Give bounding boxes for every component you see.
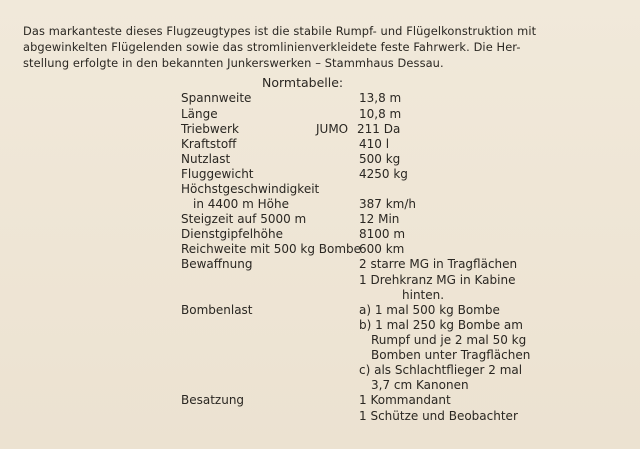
row-label: Nutzlast (181, 152, 231, 166)
engine-brand: JUMO (316, 122, 349, 136)
row-value: 10,8 m (359, 107, 402, 121)
row-besatzung-line2 (181, 408, 611, 425)
row-value: c) als Schlachtflieger 2 mal (359, 363, 523, 377)
row-value: a) 1 mal 500 kg Bombe (359, 303, 500, 317)
row-label: Bewaffnung (181, 257, 253, 271)
row-spannweite (181, 90, 611, 107)
row-value: 3,7 cm Kanonen (371, 378, 469, 392)
row-value: 1 Kommandant (359, 393, 451, 407)
row-value: 2 starre MG in Tragflächen (359, 257, 518, 271)
row-value: 1 Drehkranz MG in Kabine (359, 273, 516, 287)
engine-model: 211 Da (357, 122, 401, 136)
row-bewaffnung (181, 256, 611, 273)
row-value: hinten. (402, 288, 445, 302)
row-label: Kraftstoff (181, 137, 237, 151)
row-label: Fluggewicht (181, 167, 254, 181)
row-label: Bombenlast (181, 303, 253, 317)
row-label: Länge (181, 107, 218, 121)
row-value: Bomben unter Tragflächen (371, 348, 531, 362)
row-label-continued: in 4400 m Höhe (193, 197, 289, 211)
row-label: Besatzung (181, 393, 245, 407)
row-value: 4250 kg (359, 167, 408, 181)
row-label: Reichweite mit 500 kg Bombe (181, 242, 362, 256)
row-value: 13,8 m (359, 91, 402, 105)
row-label: Höchstgeschwindigkeit (181, 182, 320, 196)
row-value: 12 Min (359, 212, 400, 226)
row-value: 500 kg (359, 152, 401, 166)
table-title: Normtabelle: (262, 75, 344, 90)
row-value: 387 km/h (359, 197, 417, 211)
row-value: 1 Schütze und Beobachter (359, 409, 518, 423)
row-value: 8100 m (359, 227, 406, 241)
row-value: 600 km (359, 242, 405, 256)
row-label: Steigzeit auf 5000 m (181, 212, 307, 226)
row-value: Rumpf und je 2 mal 50 kg (371, 333, 527, 347)
row-besatzung (181, 392, 611, 409)
row-label: Dienstgipfelhöhe (181, 227, 283, 241)
intro-paragraph: Das markanteste dieses Flugzeugtypes ist die stabile Rumpf- und Flügelkonstruktion mit abgewinkelten Flügelenden sowie das stromlinienverkleidete feste Fahrwerk. Die Her- stellung erfolgte in den bekannten Junkerswerken – Stammhaus Dessau. (23, 24, 537, 70)
row-value: 410 l (359, 137, 390, 151)
row-value: b) 1 mal 250 kg Bombe am (359, 318, 523, 332)
row-label: Triebwerk (181, 122, 239, 136)
row-label: Spannweite (181, 91, 252, 105)
